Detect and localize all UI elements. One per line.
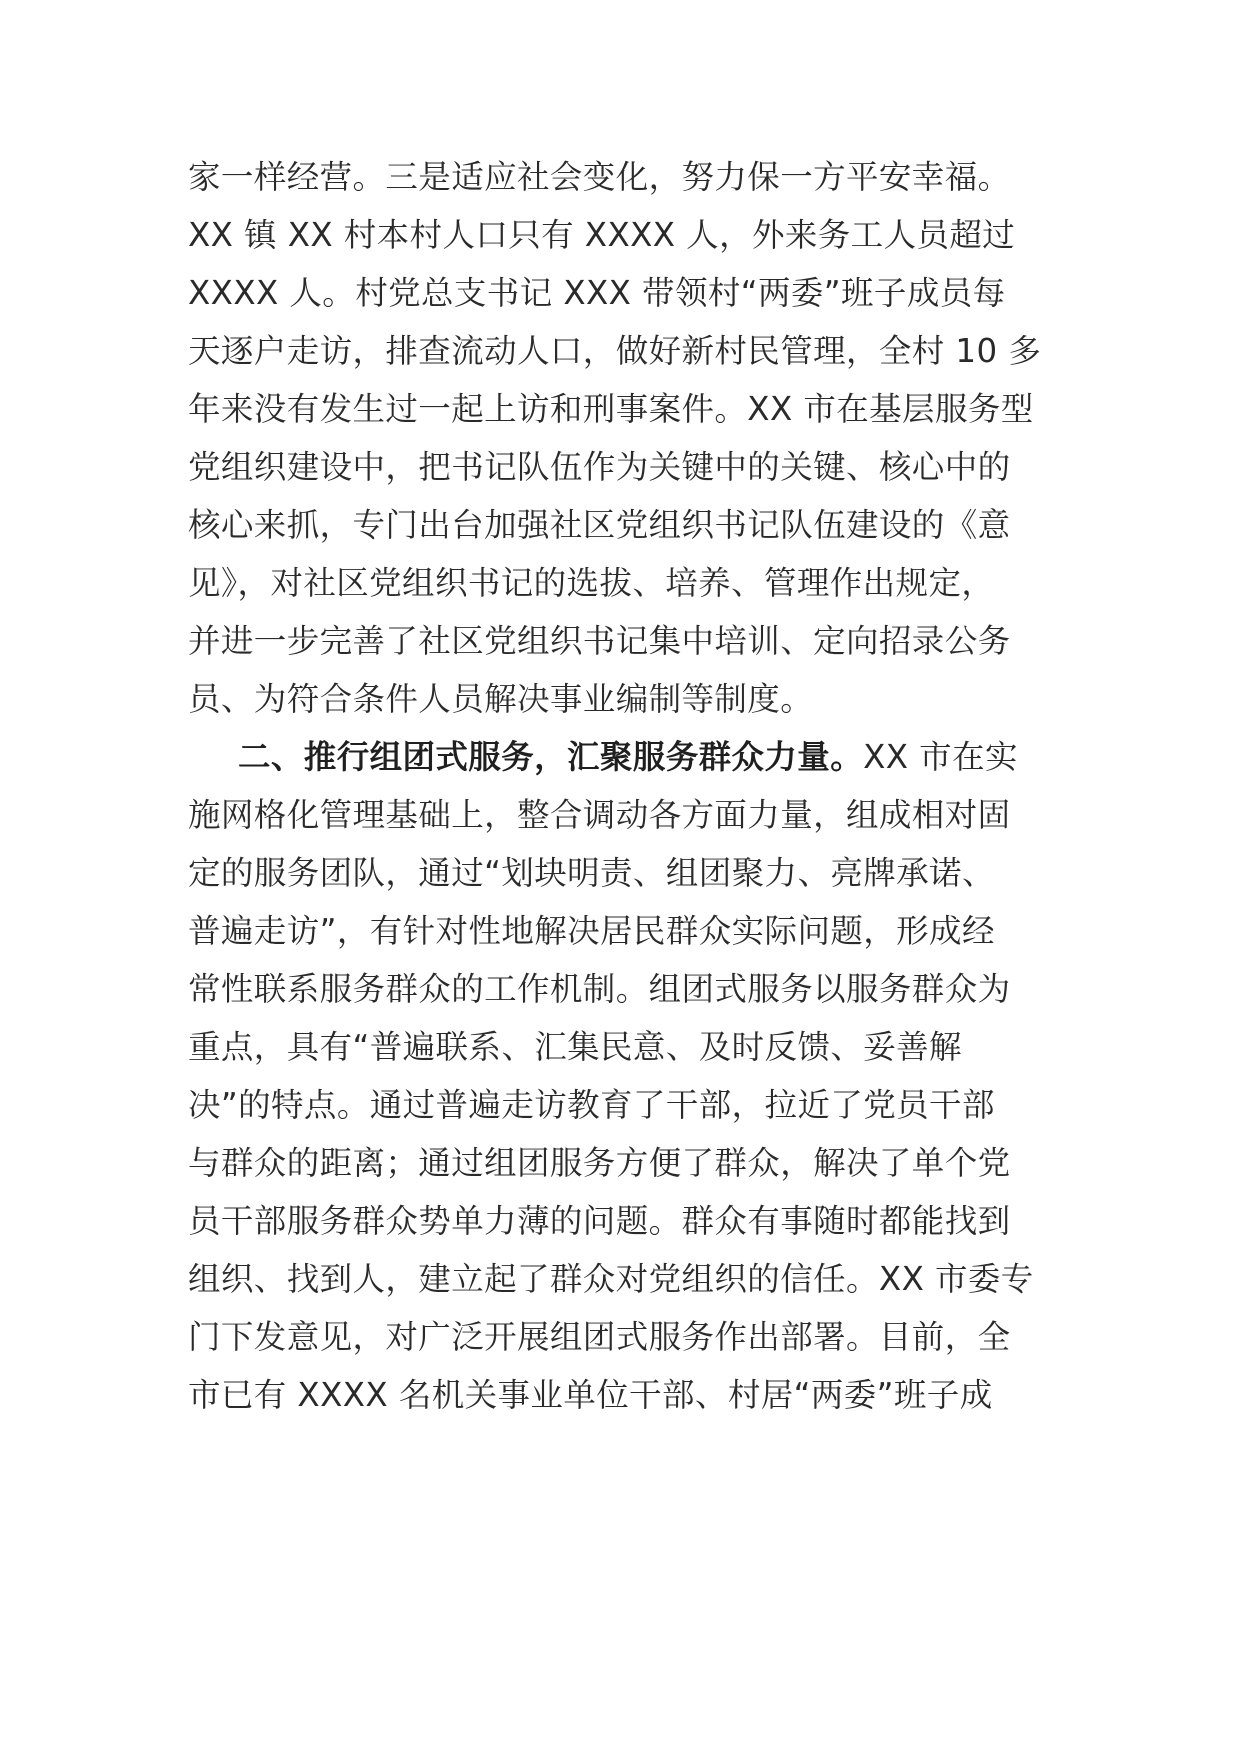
paragraph-line: 家一样经营。三是适应社会变化，努力保一方平安幸福。 <box>188 158 1011 196</box>
paragraph-line: 天逐户走访，排查流动人口，做好新村民管理，全村 10 多 <box>188 332 1042 370</box>
paragraph-line: 重点，具有“普遍联系、汇集民意、及时反馈、妥善解 <box>188 1028 962 1066</box>
paragraph-line: 施网格化管理基础上，整合调动各方面力量，组成相对固 <box>188 796 1011 834</box>
paragraph-line: 并进一步完善了社区党组织书记集中培训、定向招录公务 <box>188 622 1011 660</box>
paragraph-line: XXXX 人。村党总支书记 XXX 带领村“两委”班子成员每 <box>188 274 1006 312</box>
paragraph-line: 党组织建设中，把书记队伍作为关键中的关键、核心中的 <box>188 448 1011 486</box>
paragraph-line: 定的服务团队，通过“划块明责、组团聚力、亮牌承诺、 <box>188 854 995 892</box>
paragraph-line: 与群众的距离；通过组团服务方便了群众，解决了单个党 <box>188 1144 1011 1182</box>
section-heading-tail: XX 市在实 <box>863 738 1018 776</box>
paragraph-line: 门下发意见，对广泛开展组团式服务作出部署。目前，全 <box>188 1318 1011 1356</box>
paragraph-line: 员、为符合条件人员解决事业编制等制度。 <box>188 680 814 718</box>
paragraph-line: 决”的特点。通过普遍走访教育了干部，拉近了党员干部 <box>188 1086 995 1124</box>
paragraph-line: 核心来抓，专门出台加强社区党组织书记队伍建设的《意 <box>188 506 1011 544</box>
paragraph-line: 常性联系服务群众的工作机制。组团式服务以服务群众为 <box>188 970 1011 1008</box>
paragraph-line: 见》，对社区党组织书记的选拔、培养、管理作出规定， <box>188 564 995 602</box>
paragraph-line: 年来没有发生过一起上访和刑事案件。XX 市在基层服务型 <box>188 390 1034 428</box>
paragraph-line: 市已有 XXXX 名机关事业单位干部、村居“两委”班子成 <box>188 1376 993 1414</box>
section-two-first-line <box>238 732 1068 782</box>
paragraph-line: 普遍走访”，有针对性地解决居民群众实际问题，形成经 <box>188 912 995 950</box>
section-heading: 二、推行组团式服务，汇聚服务群众力量。 <box>238 738 864 776</box>
paragraph-line: 组织、找到人，建立起了群众对党组织的信任。XX 市委专 <box>188 1260 1034 1298</box>
paragraph-line: XX 镇 XX 村本村人口只有 XXXX 人，外来务工人员超过 <box>188 216 1016 254</box>
paragraph-line: 员干部服务群众势单力薄的问题。群众有事随时都能找到 <box>188 1202 1011 1240</box>
